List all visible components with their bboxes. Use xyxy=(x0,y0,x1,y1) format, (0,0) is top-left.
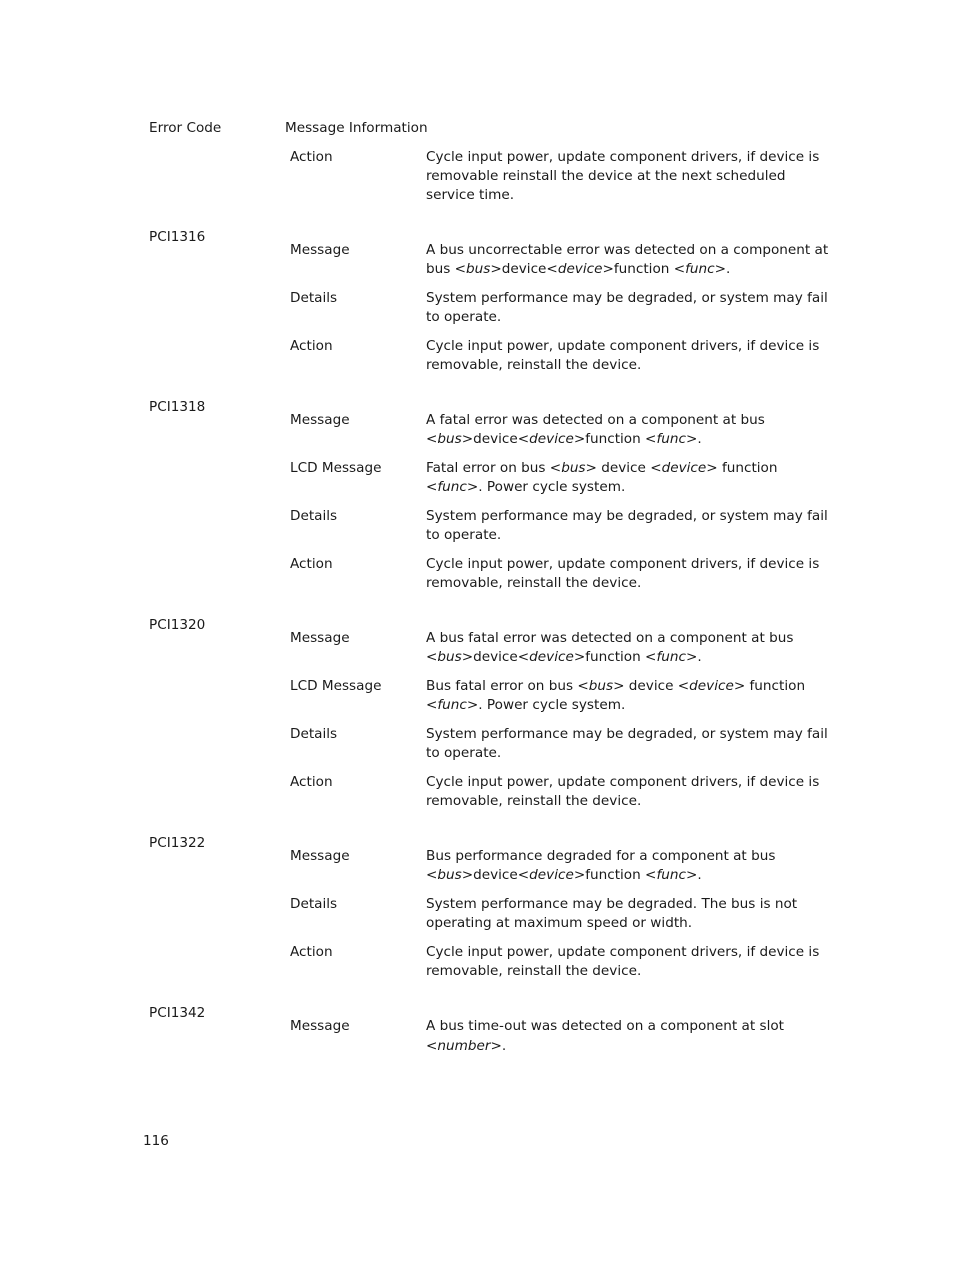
row-label-message: Message xyxy=(290,412,350,428)
row-label-details: Details xyxy=(290,726,338,742)
row-text-action: Cycle input power, update component drivers, if device is removable, reinstall the device. xyxy=(426,944,820,979)
row-label-details: Details xyxy=(290,508,338,524)
error-code: PCI1322 xyxy=(149,835,206,851)
row-text-details: System performance may be degraded, or system may fail to operate. xyxy=(426,726,828,761)
row-text-details: System performance may be degraded, or system may fail to operate. xyxy=(426,508,828,543)
column-header-error-code: Error Code xyxy=(149,120,222,136)
row-label-details: Details xyxy=(290,290,338,306)
error-code: PCI1342 xyxy=(149,1005,206,1021)
row-text-message: A fatal error was detected on a component at bus <bus>device<device>function <func>. xyxy=(426,412,765,447)
row-label-action: Action xyxy=(290,556,333,572)
row-text-message: A bus fatal error was detected on a component at bus <bus>device<device>function <func>. xyxy=(426,630,794,665)
row-text-action: Cycle input power, update component drivers, if device is removable, reinstall the device. xyxy=(426,774,820,809)
row-text-details: System performance may be degraded, or system may fail to operate. xyxy=(426,290,828,325)
column-header-message-information: Message Information xyxy=(285,120,428,136)
row-text-message: Bus performance degraded for a component at bus <bus>device<device>function <func>. xyxy=(426,848,776,883)
row-text-details: System performance may be degraded. The bus is not operating at maximum speed or width. xyxy=(426,896,798,931)
row-label-details: Details xyxy=(290,896,338,912)
row-text-action: Cycle input power, update component drivers, if device is removable, reinstall the device. xyxy=(426,556,820,591)
row-label-action: Action xyxy=(290,338,333,354)
row-label-message: Message xyxy=(290,1018,350,1034)
row-text-action: Cycle input power, update component drivers, if device is removable, reinstall the device. xyxy=(426,338,820,373)
error-code: PCI1316 xyxy=(149,229,206,245)
row-text-lcd-message: Fatal error on bus <bus> device <device> function <func>. Power cycle system. xyxy=(426,460,778,495)
page-number: 116 xyxy=(143,1133,169,1149)
row-label-action: Action xyxy=(290,149,333,165)
row-text-lcd-message: Bus fatal error on bus <bus> device <device> function <func>. Power cycle system. xyxy=(426,678,806,713)
row-label-action: Action xyxy=(290,774,333,790)
row-text-action: Cycle input power, update component drivers, if device is removable reinstall the device at the next scheduled service time. xyxy=(426,149,820,203)
row-label-message: Message xyxy=(290,630,350,646)
error-code: PCI1318 xyxy=(149,399,206,415)
row-label-action: Action xyxy=(290,944,333,960)
row-label-lcd-message: LCD Message xyxy=(290,678,382,694)
row-text-message: A bus uncorrectable error was detected on a component at bus <bus>device<device>function <func>. xyxy=(426,242,829,277)
row-label-message: Message xyxy=(290,848,350,864)
error-code: PCI1320 xyxy=(149,617,206,633)
row-label-message: Message xyxy=(290,242,350,258)
row-label-lcd-message: LCD Message xyxy=(290,460,382,476)
row-text-message: A bus time-out was detected on a component at slot <number>. xyxy=(426,1018,784,1054)
